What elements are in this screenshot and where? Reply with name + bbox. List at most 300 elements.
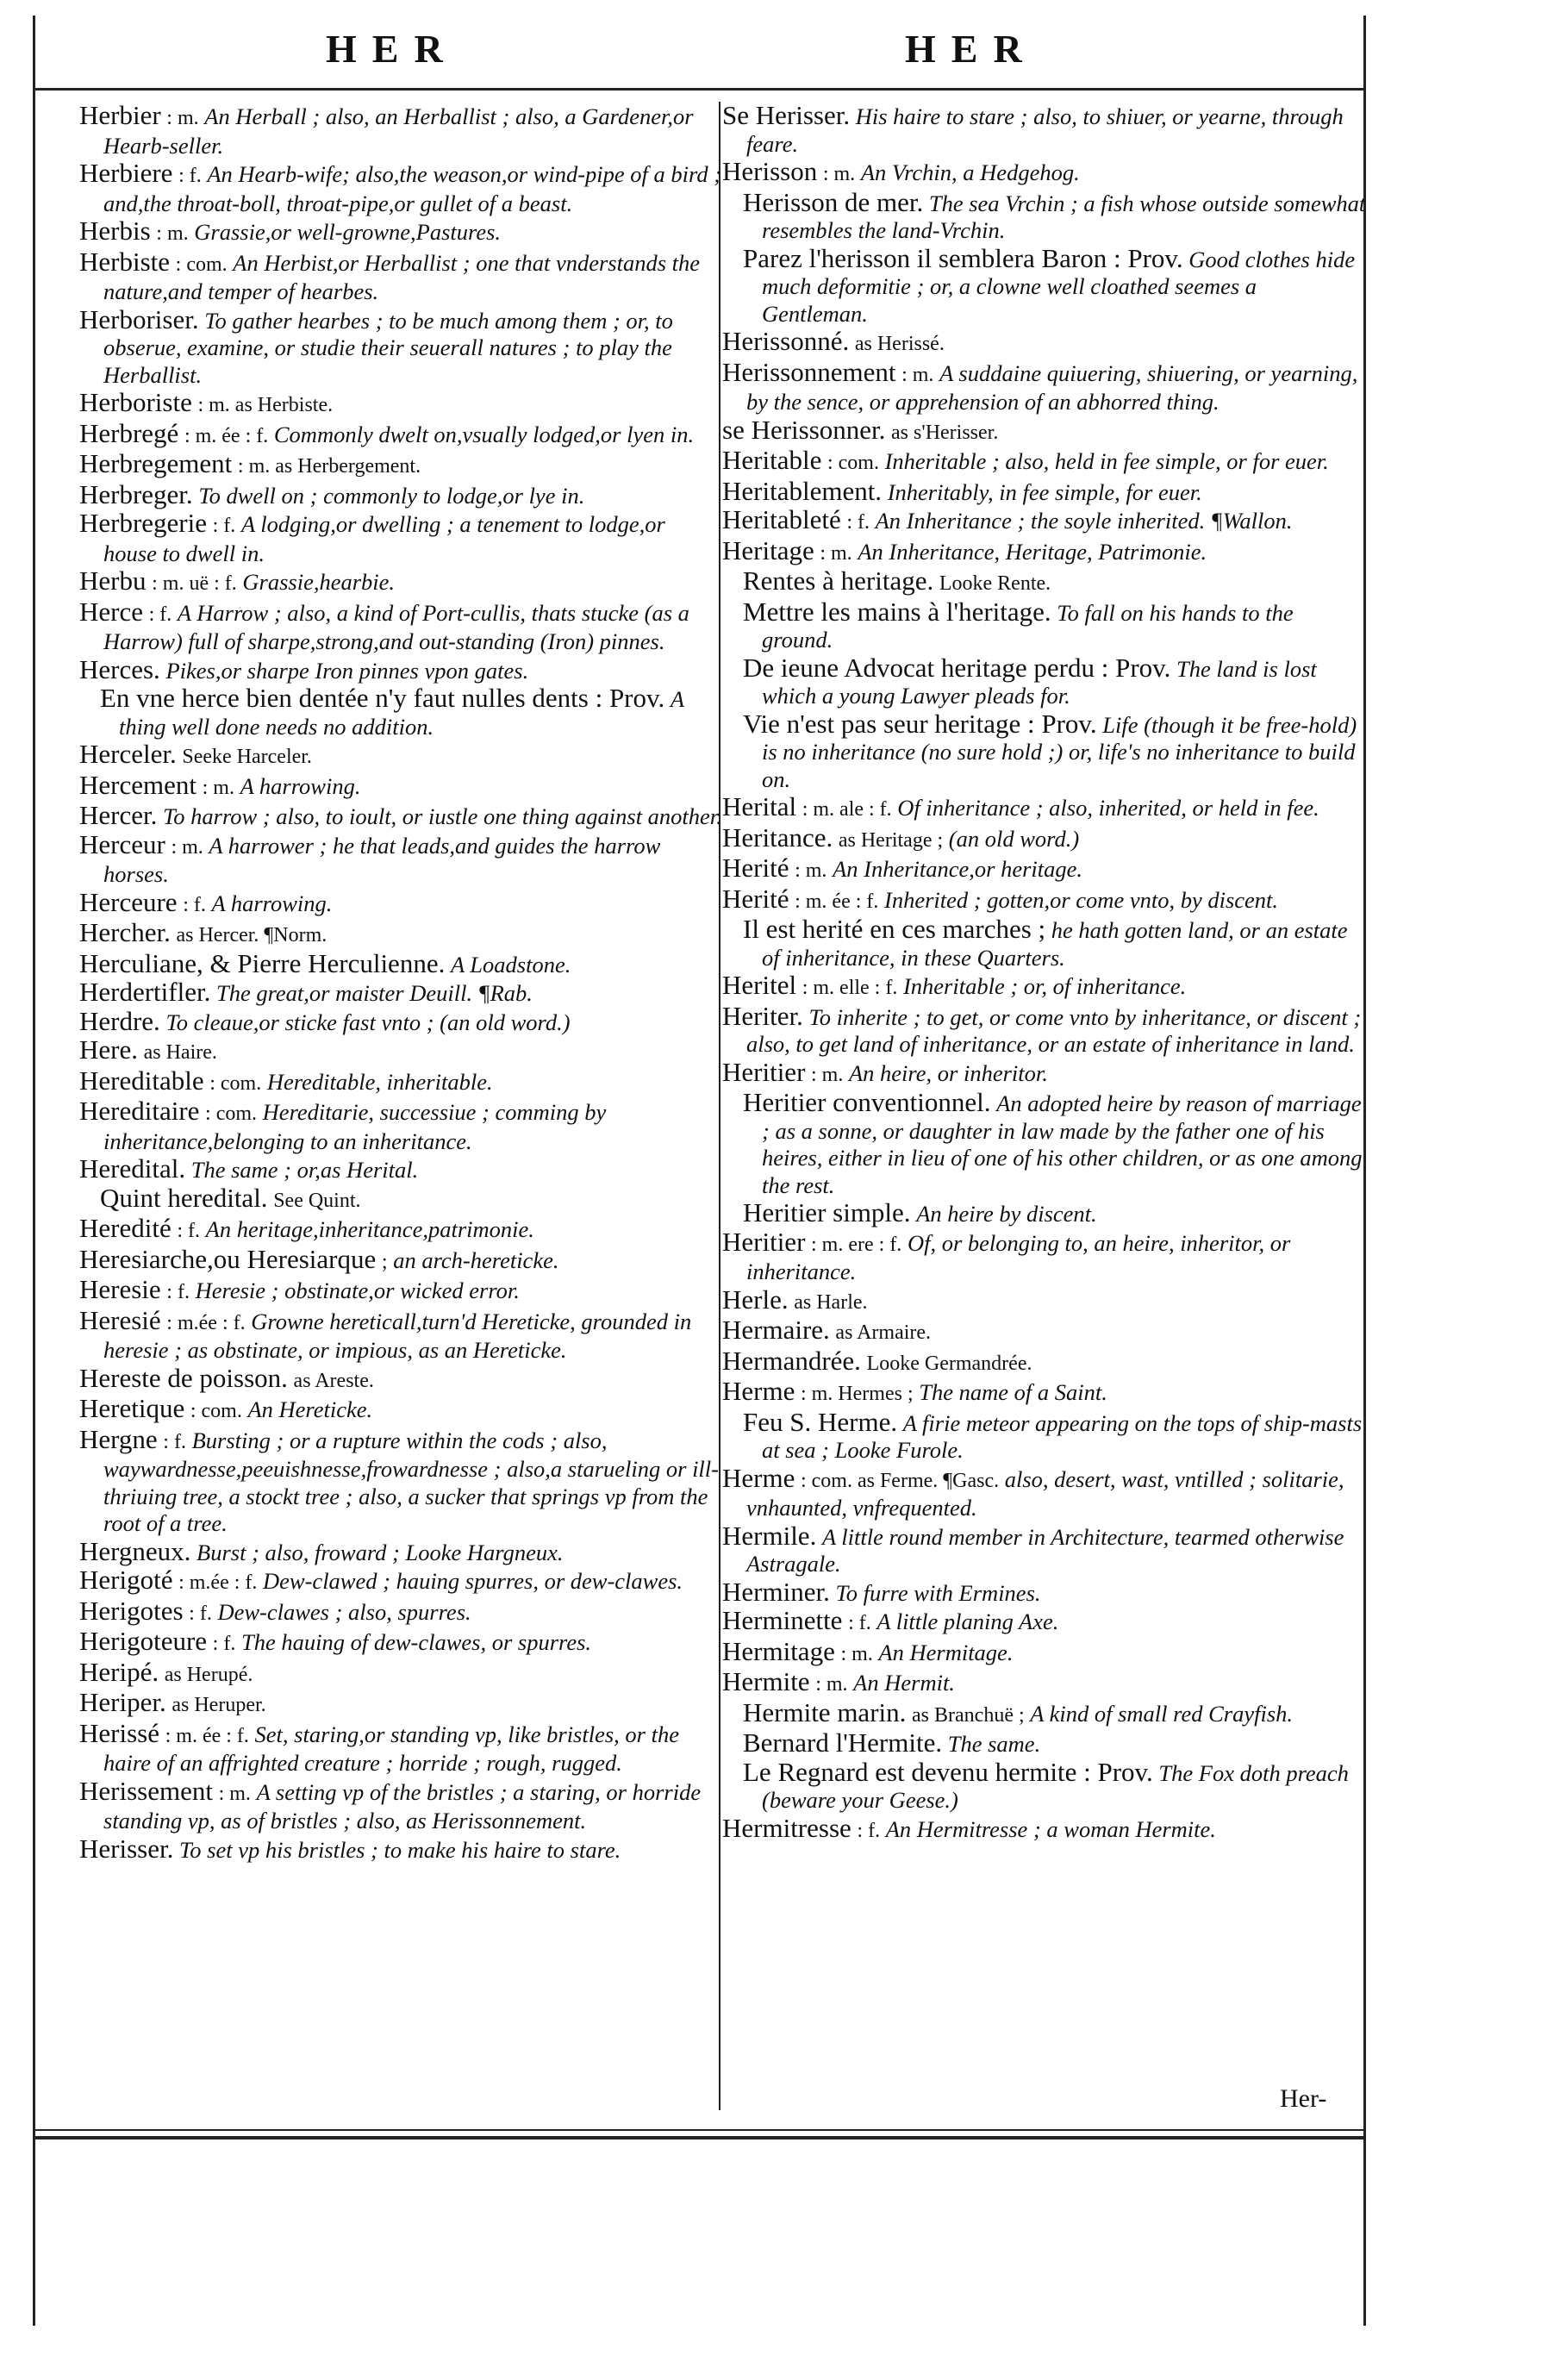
dictionary-entry: [79, 1243, 724, 1277]
grammar-note: : m. ée : f.: [165, 1724, 249, 1747]
grammar-note: : m. ere : f.: [811, 1233, 902, 1256]
headword: Rentes à heritage.: [743, 565, 934, 596]
headword: Herminette: [722, 1605, 843, 1635]
dictionary-entry: [722, 1000, 1367, 1059]
headword: Herme: [722, 1376, 795, 1406]
headword: Here.: [79, 1034, 138, 1065]
grammar-note: : m.: [156, 222, 189, 245]
definition: An Herball ; also, an Herballist ; also, a Gardener,or Hearb-seller.: [103, 103, 694, 159]
dictionary-entry: [79, 1067, 724, 1098]
dictionary-entry: [79, 1689, 724, 1720]
dictionary-entry: [79, 947, 724, 979]
headword: Herissonnement: [722, 356, 896, 387]
headword: Herbreger.: [79, 478, 193, 509]
headword: Herisson: [722, 156, 818, 186]
dictionary-entry: [79, 740, 724, 771]
headword: Herbiere: [79, 158, 173, 188]
dictionary-entry: [79, 1036, 724, 1067]
definition: (an old word.): [948, 825, 1080, 852]
dictionary-entry: [79, 1717, 724, 1777]
grammar-note: : m.ée : f.: [178, 1571, 258, 1594]
grammar-note: : m. ée : f.: [184, 424, 269, 447]
headword: Herceler.: [79, 739, 177, 769]
headword: Hercement: [79, 769, 196, 800]
definition: Good clothes hide much deformitie ; or, a clowne well cloathed seemes a Gentleman.: [762, 246, 1356, 327]
dictionary-entry: [79, 653, 724, 685]
definition: The sea Vrchin ; a fish whose outside somewhat resembles the land-Vrchin.: [762, 190, 1366, 243]
grammar-note: as Areste.: [293, 1369, 374, 1392]
definition: Life (though it be free-hold) is no inheritance (no sure hold ;) or, life's no inheritance to build on.: [762, 711, 1357, 792]
definition: Inheritable ; also, held in fee simple, or for euer.: [884, 448, 1329, 474]
headword: Herité: [722, 853, 789, 883]
grammar-note: : m. elle : f.: [802, 977, 898, 999]
definition: An Inheritance,or heritage.: [833, 856, 1083, 882]
definition: an arch-hereticke.: [393, 1246, 559, 1273]
definition: A Loadstone.: [450, 951, 571, 978]
right-column: [722, 102, 1367, 1845]
definition: Bursting ; or a rupture within the cods ; also, waywardnesse,peeuishnesse,frowardnesse ; also,a starueling or ill-thriuing tree, a stockt tree ; also, a sucker that springs vp from the root of a tree.: [103, 1427, 719, 1536]
grammar-note: : m. ée : f.: [795, 890, 879, 913]
headword: Herce: [79, 596, 143, 627]
definition: An heire, or inheritor.: [848, 1059, 1048, 1086]
headword: Herigoteure: [79, 1626, 208, 1656]
definition: To furre with Ermines.: [835, 1579, 1041, 1606]
dictionary-entry: [722, 356, 1367, 416]
dictionary-entry: [722, 1696, 1367, 1730]
dictionary-entry: [79, 1566, 724, 1597]
definition: To harrow ; also, to ioult, or iustle one thing against another.: [162, 803, 722, 829]
definition: Inherited ; gotten,or come vnto, by discent.: [884, 886, 1279, 913]
definition: An Herbist,or Herballist ; one that vnderstands the nature,and temper of hearbes.: [103, 249, 701, 304]
grammar-note: : m. ale : f.: [802, 798, 892, 821]
headword: Heriper.: [79, 1687, 166, 1717]
dictionary-entry: [722, 1406, 1367, 1465]
grammar-note: : m.: [218, 1782, 251, 1805]
dictionary-entry: [79, 919, 724, 950]
dictionary-entry: [722, 506, 1367, 537]
headword: Herisson de mer.: [743, 186, 924, 217]
grammar-note: : com.: [175, 253, 228, 276]
definition: Heresie ; obstinate,or wicked error.: [195, 1277, 520, 1303]
dictionary-entry: [79, 102, 724, 159]
definition: A suddaine quiuering, shiuering, or yearning, by the sence, or apprehension of an abhorred thing.: [746, 359, 1358, 415]
dictionary-entry: [79, 978, 724, 1008]
headword: Parez l'herisson il semblera Baron : Prov.: [743, 242, 1183, 273]
dictionary-entry: [722, 710, 1367, 794]
headword: Hergne: [79, 1423, 158, 1454]
dictionary-entry: [79, 1835, 724, 1865]
headword: Heritel: [722, 970, 797, 1000]
headword: Herboriste: [79, 387, 192, 417]
grammar-note: : f.: [212, 1633, 236, 1655]
definition: A thing well done needs no addition.: [119, 686, 684, 740]
definition: Inheritably, in fee simple, for euer.: [887, 478, 1202, 505]
dictionary-entry: [79, 478, 724, 510]
headword: En vne herce bien dentée n'y faut nulles dents : Prov.: [100, 683, 665, 713]
dictionary-entry: [722, 1635, 1367, 1669]
footer-rule-thick: [33, 2136, 1366, 2140]
headword: Heritableté: [722, 504, 841, 534]
definition: Inheritable ; or, of inheritance.: [902, 973, 1187, 999]
dictionary-entry: [79, 1597, 724, 1628]
definition: A lodging,or dwelling ; a tenement to lodge,or house to dwell in.: [103, 511, 665, 566]
grammar-note: as Harle.: [794, 1290, 868, 1314]
headword: Herigotes: [79, 1595, 184, 1626]
grammar-note: : m.: [822, 163, 856, 185]
dictionary-entry: [722, 1578, 1367, 1608]
grammar-note: as Armaire.: [835, 1321, 932, 1344]
dictionary-entry: [722, 793, 1367, 824]
headword: Herceure: [79, 886, 178, 917]
headword: se Herissonner.: [722, 414, 886, 445]
dictionary-entry: [79, 1656, 724, 1690]
definition: The hauing of dew-clawes, or spurres.: [240, 1629, 592, 1655]
definition: The name of a Saint.: [919, 1379, 1107, 1405]
headword: Hermitage: [722, 1635, 835, 1666]
dictionary-entry: [722, 447, 1367, 478]
grammar-note: : f.: [848, 1612, 871, 1634]
grammar-note: : f.: [177, 1220, 201, 1242]
definition: An heire by discent.: [916, 1201, 1097, 1227]
headword: Hercher.: [79, 917, 171, 947]
dictionary-entry: [722, 1729, 1367, 1758]
definition: An Hereticke.: [247, 1396, 373, 1422]
dictionary-entry: [79, 828, 724, 889]
headword: Le Regnard est devenu hermite : Prov.: [743, 1756, 1153, 1787]
header-rule: [33, 88, 1366, 91]
headword: Heripé.: [79, 1656, 159, 1687]
dictionary-entry: [722, 885, 1367, 916]
definition: Of inheritance ; also, inherited, or held in fee.: [897, 795, 1319, 821]
dictionary-entry: [79, 1535, 724, 1567]
dictionary-entry: [722, 186, 1367, 245]
definition: To dwell on ; commonly to lodge,or lye in.: [198, 482, 585, 509]
dictionary-entry: [79, 1777, 724, 1835]
definition: also, desert, wast, vntilled ; solitarie, vnhaunted, vnfrequented.: [746, 1465, 1344, 1521]
definition: Of, or belonging to, an heire, inheritor, or inheritance.: [746, 1229, 1291, 1284]
dictionary-entry: [722, 1607, 1367, 1638]
headword: Bernard l'Hermite.: [743, 1727, 943, 1758]
headword: Hermitresse: [722, 1812, 851, 1843]
headword: De ieune Advocat heritage perdu : Prov.: [743, 652, 1171, 683]
definition: Dew-clawes ; also, spurres.: [217, 1598, 471, 1625]
headword: Herle.: [722, 1284, 789, 1315]
grammar-note: : m.: [166, 107, 199, 129]
headword: Herbis: [79, 216, 151, 246]
headword: Heritage: [722, 534, 814, 565]
headword: Quint heredital.: [100, 1182, 268, 1213]
dictionary-entry: [722, 1089, 1367, 1199]
definition: Hereditable, inheritable.: [266, 1068, 493, 1095]
left-border-line: [33, 16, 35, 2326]
headword: Heritier: [722, 1056, 806, 1087]
dictionary-entry: [79, 1215, 724, 1246]
grammar-note: : m.: [202, 776, 234, 799]
headword: Herces.: [79, 653, 160, 684]
headword: Heritance.: [722, 821, 833, 853]
dictionary-entry: [722, 1286, 1367, 1317]
definition: An Hermit.: [853, 1670, 955, 1696]
headword: Herdre.: [79, 1005, 160, 1036]
grammar-note: Seeke Harceler.: [182, 746, 312, 768]
dictionary-entry: [722, 416, 1367, 447]
dictionary-entry: [79, 802, 724, 831]
dictionary-entry: [79, 450, 724, 481]
left-column: [79, 102, 724, 1864]
definition: Growne hereticall,turn'd Hereticke, grounded in heresie ; as obstinate, or impious, as an Hereticke.: [103, 1308, 692, 1363]
definition: A little round member in Architecture, tearmed otherwise Astragale.: [746, 1523, 1344, 1577]
grammar-note: as Herupé.: [164, 1663, 253, 1686]
dictionary-entry: [722, 1347, 1367, 1378]
grammar-note: : m.: [795, 859, 827, 882]
grammar-note: as Herissé.: [854, 333, 945, 355]
dictionary-entry: [722, 1377, 1367, 1409]
dictionary-entry: [722, 1668, 1367, 1699]
grammar-note: : m. as Herbiste.: [197, 394, 334, 416]
dictionary-entry: [79, 159, 724, 217]
definition: An Inheritance ; the soyle inherited. ¶Wallon.: [875, 508, 1293, 534]
dictionary-entry: [79, 684, 724, 740]
definition: Hereditarie, successiue ; comming by inheritance,belonging to an inheritance.: [103, 1099, 607, 1154]
headword: Herissonné.: [722, 326, 850, 356]
grammar-note: : f.: [166, 1281, 190, 1303]
dictionary-entry: [79, 567, 724, 598]
definition: Set, staring,or standing vp, like bristles, or the haire of an affrighted creature ; horride ; rough, rugged.: [103, 1721, 679, 1776]
grammar-note: : f.: [189, 1602, 212, 1625]
headword: Herbregerie: [79, 508, 208, 538]
headword: Herminer.: [722, 1576, 830, 1607]
headword: Heritier conventionnel.: [743, 1087, 991, 1117]
headword: Heritier: [722, 1226, 806, 1257]
definition: A little planing Axe.: [876, 1609, 1059, 1634]
headword: Hereditable: [79, 1065, 204, 1096]
dictionary-entry: [722, 242, 1367, 328]
grammar-note: : m.ée : f.: [166, 1311, 246, 1334]
dictionary-entry: [722, 1812, 1367, 1846]
grammar-note: : f.: [846, 511, 870, 534]
grammar-note: : m.: [840, 1642, 873, 1665]
headword: Heretique: [79, 1393, 185, 1423]
dictionary-entry: [722, 1522, 1367, 1578]
dictionary-entry: [722, 475, 1367, 507]
grammar-note: ;: [381, 1250, 388, 1273]
definition: The great,or maister Deuill. ¶Rab.: [215, 980, 533, 1006]
dictionary-entry: [79, 1395, 724, 1426]
dictionary-entry: [79, 1097, 724, 1155]
definition: Dew-clawed ; hauing spurres, or dew-clawes.: [263, 1568, 683, 1594]
dictionary-entry: [722, 1462, 1367, 1522]
headword: Heredital.: [79, 1153, 186, 1184]
definition: To gather hearbes ; to be much among them ; or, to obserue, examine, or studie their seuerall natures ; to play the Herballist.: [103, 307, 673, 388]
grammar-note: : com.: [190, 1400, 242, 1422]
headword: Herbier: [79, 100, 161, 130]
dictionary-entry: [722, 821, 1367, 855]
headword: Heritable: [722, 445, 822, 475]
dictionary-entry: [79, 771, 724, 803]
headword: Herceur: [79, 828, 165, 859]
definition: Grassie,hearbie.: [242, 569, 396, 595]
definition: An adopted heire by reason of marriage ; as a sonne, or daughter in law made by the father one of his heires, either in lieu of one of his other children, or as one among the rest.: [762, 1090, 1363, 1198]
grammar-note: : m. uë : f.: [152, 572, 237, 595]
definition: A harrower ; he that leads,and guides the harrow horses.: [103, 832, 661, 887]
definition: To set vp his bristles ; to make his haire to stare.: [178, 1836, 621, 1863]
definition: The same.: [947, 1731, 1041, 1757]
grammar-note: : m. as Herbergement.: [237, 455, 421, 478]
dictionary-entry: [722, 915, 1367, 971]
grammar-note: : com.: [827, 452, 879, 474]
definition: An heritage,inheritance,patrimonie.: [205, 1216, 534, 1242]
grammar-note: : f.: [178, 165, 202, 187]
headword: Herbregement: [79, 448, 233, 478]
headword: Hermaire.: [722, 1315, 830, 1345]
definition: To fall on his hands to the ground.: [762, 599, 1294, 653]
dictionary-entry: [722, 567, 1367, 598]
headword: Mettre les mains à l'heritage.: [743, 596, 1051, 627]
definition: Grassie,or well-growne,Pastures.: [194, 219, 502, 245]
dictionary-entry: [79, 1276, 724, 1307]
headword: Herissement: [79, 1775, 213, 1806]
running-head-right: HER: [905, 27, 1038, 71]
grammar-note: : com.: [209, 1071, 262, 1095]
dictionary-entry: [79, 1184, 724, 1215]
grammar-note: : com. as Ferme. ¶Gasc.: [800, 1469, 1000, 1492]
headword: Hermite marin.: [743, 1696, 907, 1727]
headword: Se Herisser.: [722, 100, 851, 130]
grammar-note: as Haire.: [143, 1041, 217, 1064]
dictionary-entry: [79, 217, 724, 248]
definition: An Inheritance, Heritage, Patrimonie.: [858, 538, 1207, 565]
grammar-note: See Quint.: [273, 1189, 361, 1212]
definition: A setting vp of the bristles ; a staring, or horride standing vp, as of bristles ; also, as Herissonnement.: [103, 1778, 702, 1833]
dictionary-entry: [722, 654, 1367, 710]
definition: An Hermitresse ; a woman Hermite.: [885, 1815, 1216, 1842]
definition: Commonly dwelt on,vsually lodged,or lyen in.: [273, 421, 695, 447]
headword: Heriter.: [722, 1000, 803, 1031]
dictionary-entry: [79, 417, 724, 451]
headword: Herbregé: [79, 417, 179, 448]
dictionary-entry: [79, 1627, 724, 1659]
dictionary-entry: [722, 1228, 1367, 1286]
grammar-note: : m.: [171, 835, 203, 859]
definition: A firie meteor appearing on the tops of ship-masts at sea ; Looke Furole.: [762, 1409, 1363, 1463]
definition: A harrowing.: [240, 772, 361, 799]
headword: Herculiane, & Pierre Herculienne.: [79, 947, 446, 978]
definition: The land is lost which a young Lawyer pleads for.: [762, 655, 1317, 709]
definition: His haire to stare ; also, to shiuer, or yearne, through feare.: [746, 103, 1344, 157]
dictionary-entry: [79, 248, 724, 306]
grammar-note: : m.: [820, 541, 852, 565]
definition: To cleaue,or sticke fast vnto ; (an old word.): [165, 1009, 571, 1035]
definition: A harrowing.: [211, 890, 333, 916]
dictionary-entry: [722, 1316, 1367, 1347]
headword: Herissé: [79, 1717, 159, 1748]
running-head-left: HER: [326, 27, 458, 71]
headword: Hermite: [722, 1666, 810, 1696]
headword: Herbu: [79, 565, 147, 596]
grammar-note: as Branchuë ;: [912, 1703, 1025, 1727]
headword: Hercer.: [79, 800, 158, 830]
headword: Il est herité en ces marches ;: [743, 914, 1046, 944]
headword: Herigoté: [79, 1565, 173, 1595]
grammar-note: : f.: [183, 893, 206, 916]
dictionary-entry: [79, 509, 724, 567]
grammar-note: Looke Rente.: [939, 572, 1051, 595]
catchword: Her-: [1280, 2084, 1327, 2113]
dictionary-entry: [722, 328, 1367, 359]
headword: Herme: [722, 1462, 795, 1493]
headword: Herital: [722, 791, 797, 821]
dictionary-entry: [79, 1423, 724, 1538]
grammar-note: : f.: [148, 603, 172, 626]
dictionary-entry: [722, 1758, 1367, 1815]
definition: A Harrow ; also, a kind of Port-cullis, thats stucke (as a Harrow) full of sharpe,strong,and out-standing (Iron) pinnes.: [103, 599, 689, 654]
grammar-note: : f.: [857, 1819, 881, 1842]
headword: Herité: [722, 883, 789, 914]
dictionary-entry: [722, 158, 1367, 189]
headword: Hermandrée.: [722, 1345, 861, 1376]
footer-rule: [33, 2129, 1366, 2131]
dictionary-entry: [79, 389, 724, 420]
grammar-note: as Heritage ;: [838, 828, 944, 852]
dictionary-entry: [722, 1199, 1367, 1228]
headword: Heresié: [79, 1304, 161, 1335]
headword: Heresiarche,ou Heresiarque: [79, 1243, 377, 1274]
headword: Feu S. Herme.: [743, 1406, 898, 1437]
definition: A kind of small red Crayfish.: [1030, 1700, 1294, 1727]
dictionary-entry: [722, 598, 1367, 654]
dictionary-entry: [79, 1005, 724, 1037]
dictionary-entry: [79, 303, 724, 390]
headword: Herbiste: [79, 246, 171, 277]
grammar-note: Looke Germandrée.: [866, 1352, 1032, 1375]
grammar-note: as s'Herisser.: [891, 421, 999, 444]
grammar-note: : m. Hermes ;: [800, 1383, 914, 1405]
headword: Herboriser.: [79, 303, 199, 334]
grammar-note: : com.: [205, 1103, 258, 1125]
headword: Heresie: [79, 1274, 161, 1304]
headword: Hereditaire: [79, 1096, 200, 1126]
headword: Heredité: [79, 1213, 172, 1243]
grammar-note: as Heruper.: [172, 1694, 266, 1716]
headword: Hergneux.: [79, 1535, 191, 1566]
dictionary-entry: [722, 102, 1367, 158]
definition: An Hermitage.: [878, 1639, 1014, 1665]
dictionary-entry: [79, 1155, 724, 1184]
dictionary-entry: [722, 1056, 1367, 1090]
grammar-note: as Hercer. ¶Norm.: [176, 924, 327, 946]
definition: An Vrchin, a Hedgehog.: [860, 159, 1080, 185]
grammar-note: : m.: [811, 1063, 844, 1086]
definition: he hath gotten land, or an estate of inheritance, in these Quarters.: [762, 917, 1348, 971]
headword: Vie n'est pas seur heritage : Prov.: [743, 708, 1097, 739]
dictionary-entry: [79, 886, 724, 920]
dictionary-entry: [79, 1304, 724, 1365]
definition: To inherite ; to get, or come vnto by inheritance, or discent ; also, to get land of inheritance, or an estate of inheritance in land.: [746, 1003, 1362, 1057]
definition: An Hearb-wife; also,the weason,or wind-pipe of a bird ; and,the throat-boll, throat-pipe,or gullet of a beast.: [103, 161, 722, 216]
dictionary-entry: [722, 534, 1367, 568]
headword: Hereste de poisson.: [79, 1362, 288, 1393]
headword: Herisser.: [79, 1833, 174, 1864]
headword: Heritier simple.: [743, 1197, 911, 1227]
definition: The same ; or,as Herital.: [190, 1157, 419, 1183]
grammar-note: : m.: [901, 363, 934, 386]
headword: Hermile.: [722, 1520, 817, 1551]
dictionary-entry: [722, 854, 1367, 885]
headword: Heritablement.: [722, 475, 883, 506]
dictionary-entry: [722, 971, 1367, 1003]
headword: Herdertifler.: [79, 977, 211, 1007]
grammar-note: : f.: [212, 515, 236, 537]
